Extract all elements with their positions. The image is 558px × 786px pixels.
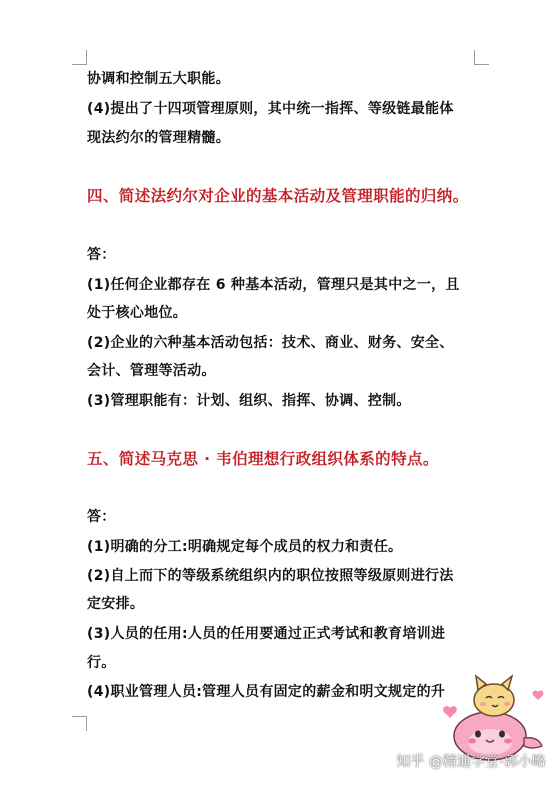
crop-mark-top-left [72, 50, 87, 65]
cartoon-mascot-icon [442, 668, 550, 764]
crop-mark-top-right [474, 50, 489, 65]
text-line: (4)提出了十四项管理原则，其中统一指挥、等级链最能体 [87, 101, 454, 117]
text-line: 现法约尔的管理精髓。 [87, 130, 230, 146]
text-line: (4)职业管理人员:管理人员有固定的薪金和明文规定的升 [87, 684, 446, 700]
text-line: (3)人员的任用:人员的任用要通过正式考试和教育培训进 [87, 626, 446, 642]
answer-label: 答： [87, 509, 116, 525]
text-line: (1)明确的分工:明确规定每个成员的权力和责任。 [87, 539, 403, 555]
text-line: 会计、管理等活动。 [87, 363, 216, 379]
section-heading-4: 四、简述法约尔对企业的基本活动及管理职能的归纳。 [87, 187, 469, 205]
crop-mark-bottom-left [72, 716, 87, 731]
text-line: (2)自上而下的等级系统组织内的职位按照等级原则进行法 [87, 568, 454, 584]
section-heading-5: 五、简述马克思 · 韦伯理想行政组织体系的特点。 [87, 450, 439, 468]
text-line: 处于核心地位。 [87, 305, 188, 321]
text-line: 定安排。 [87, 596, 145, 612]
text-line: (1)任何企业都存在 6 种基本活动，管理只是其中之一，且 [87, 277, 460, 293]
text-line: 协调和控制五大职能。 [87, 71, 230, 87]
text-line: 行。 [87, 655, 116, 671]
text-line: (3)管理职能有：计划、组织、指挥、协调、控制。 [87, 393, 411, 409]
text-line: (2)企业的六种基本活动包括：技术、商业、财务、安全、 [87, 335, 454, 351]
answer-label: 答： [87, 247, 116, 263]
watermark: 知乎 @精通学堂-郭小略 [396, 754, 546, 770]
